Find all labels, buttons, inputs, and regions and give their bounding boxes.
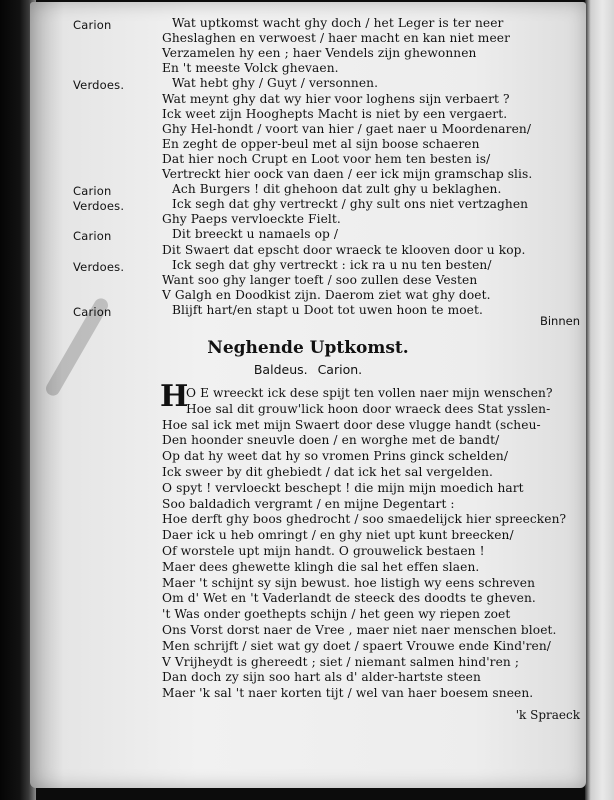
verse-line [30,684,586,704]
verse-text: Verzamelen hy een ; haer Vendels zijn ghewonnen [162,46,477,61]
speaker-label: Verdoes. [73,199,125,214]
verse-text: Hoe sal dit grouw'lick hoon door wraeck dees Stat ysslen- [186,401,551,416]
speaker-label: Carion [73,184,112,199]
verse-line [30,301,586,321]
verse-text: En zeght de opper-beul met al sijn boose schaeren [162,136,480,151]
verse-text: Vertreckt hier oock van daen / eer ick mijn gramschap slis. [162,167,533,181]
verse-text: Dit Swaert dat epscht door wraeck te klooven door u kop. [162,242,526,257]
verse-text: Of worstele upt mijn handt. O grouwelick bestaen ! [162,544,485,558]
verse-text: Ick segh dat ghy vertreckt / ghy sult ons niet vertzaghen [172,197,529,212]
verse-text: Hoe sal ick met mijn Swaert door dese vlugge handt (scheu- [162,417,541,432]
verse-text: Wat meynt ghy dat wy hier voor loghens sijn verbaert ? [162,91,510,106]
catchword-top: Binnen [539,314,580,328]
verse-text: Maer 'k sal 't naer korten tijt / wel van haer boesem sneen. [162,686,534,701]
verse-text: Ick sweer by dit ghebiedt / dat ick het sal vergelden. [162,465,493,479]
verse-text: En 't meeste Volck ghevaen. [162,61,339,76]
verse-text: Soo baldadich vergramt / en mijne Degentart : [162,496,455,511]
verse-text: V Galgh en Doodkist zijn. Daerom ziet wat ghy doet. [162,287,491,302]
verse-text: Ick weet zijn Hooghepts Macht is niet by een vergaert. [162,106,508,121]
book-page [30,2,586,788]
verse-text: Gheslaghen en verwoest / haer macht en kan niet meer [162,31,510,46]
verse-text: Blijft hart/en stapt u Doot tot uwen hoon te moet. [172,302,483,317]
drop-cap: H [160,379,189,414]
verse-text: Dit breeckt u namaels op / [172,227,339,242]
verse-text: V Vrijheydt is ghereedt ; siet / niemant salmen hind'ren ; [162,654,520,669]
verse-text: O spyt ! vervloeckt beschept ! die mijn mijn moedich hart [162,480,524,495]
scene-heading: Neghende Uptkomst. [207,338,409,358]
verse-text: Ick segh dat ghy vertreckt : ick ra u nu ten besten/ [172,257,492,272]
verse-text: Op dat hy weet dat hy so vromen Prins ginck schelden/ [162,449,509,464]
verse-text: Ghy Hel-hondt / voort van hier / gaet naer u Moordenaren/ [162,121,532,136]
verse-text: Maer 't schijnt sy sijn bewust. hoe listigh wy eens schreven [162,575,536,590]
verse-text: Ach Burgers ! dit ghehoon dat zult ghy u beklaghen. [172,182,502,197]
scene-speakers: Baldeus. Carion. [253,362,363,377]
speaker-label: Verdoes. [73,259,125,274]
speaker-label: Carion [73,229,112,244]
verse-text: Ghy Paeps vervloeckte Fielt. [162,212,341,227]
verse-text: Den hoonder sneuvle doen / en worghe met de bandt/ [162,433,500,448]
catchword-bottom: 'k Spraeck [515,708,580,722]
verse-text: Men schrijft / siet wat gy doet / spaert Vrouwe ende Kind'ren/ [162,638,551,653]
verse-text: Dan doch zy sijn soo hart als d' alder-hartste steen [162,670,481,685]
verse-text: Want soo ghy langer toeft / soo zullen dese Vesten [162,272,478,287]
verse-text: Maer dees ghewette klingh die sal het effen slaen. [162,559,480,574]
verse-text: 't Was onder goethepts schijn / het geen wy riepen zoet [162,607,511,622]
speaker-label: Carion [73,18,112,32]
speaker-label: Verdoes. [73,78,125,93]
verse-text: Wat hebt ghy / Guyt / versonnen. [172,76,379,91]
speaker-label: Carion [73,304,112,319]
verse-text: Hoe derft ghy boos ghedrocht / soo smaedelijck hier spreecken? [162,512,567,527]
verse-text: Wat uptkomst wacht ghy doch / het Leger is ter neer [172,16,504,30]
verse-text: O E wreeckt ick dese spijt ten vollen naer mijn wenschen? [186,386,553,400]
verse-text: Om d' Wet en 't Vaderlandt de steeck des doodts te gheven. [162,591,536,606]
verse-text: Daer ick u heb omringt / en ghy niet upt kunt breecken/ [162,528,514,543]
verse-text: Ons Vorst dorst naer de Vree , maer niet naer menschen bloet. [162,623,557,637]
background-right [585,0,614,800]
verse-text: Dat hier noch Crupt en Loot voor hem ten besten is/ [162,151,491,166]
